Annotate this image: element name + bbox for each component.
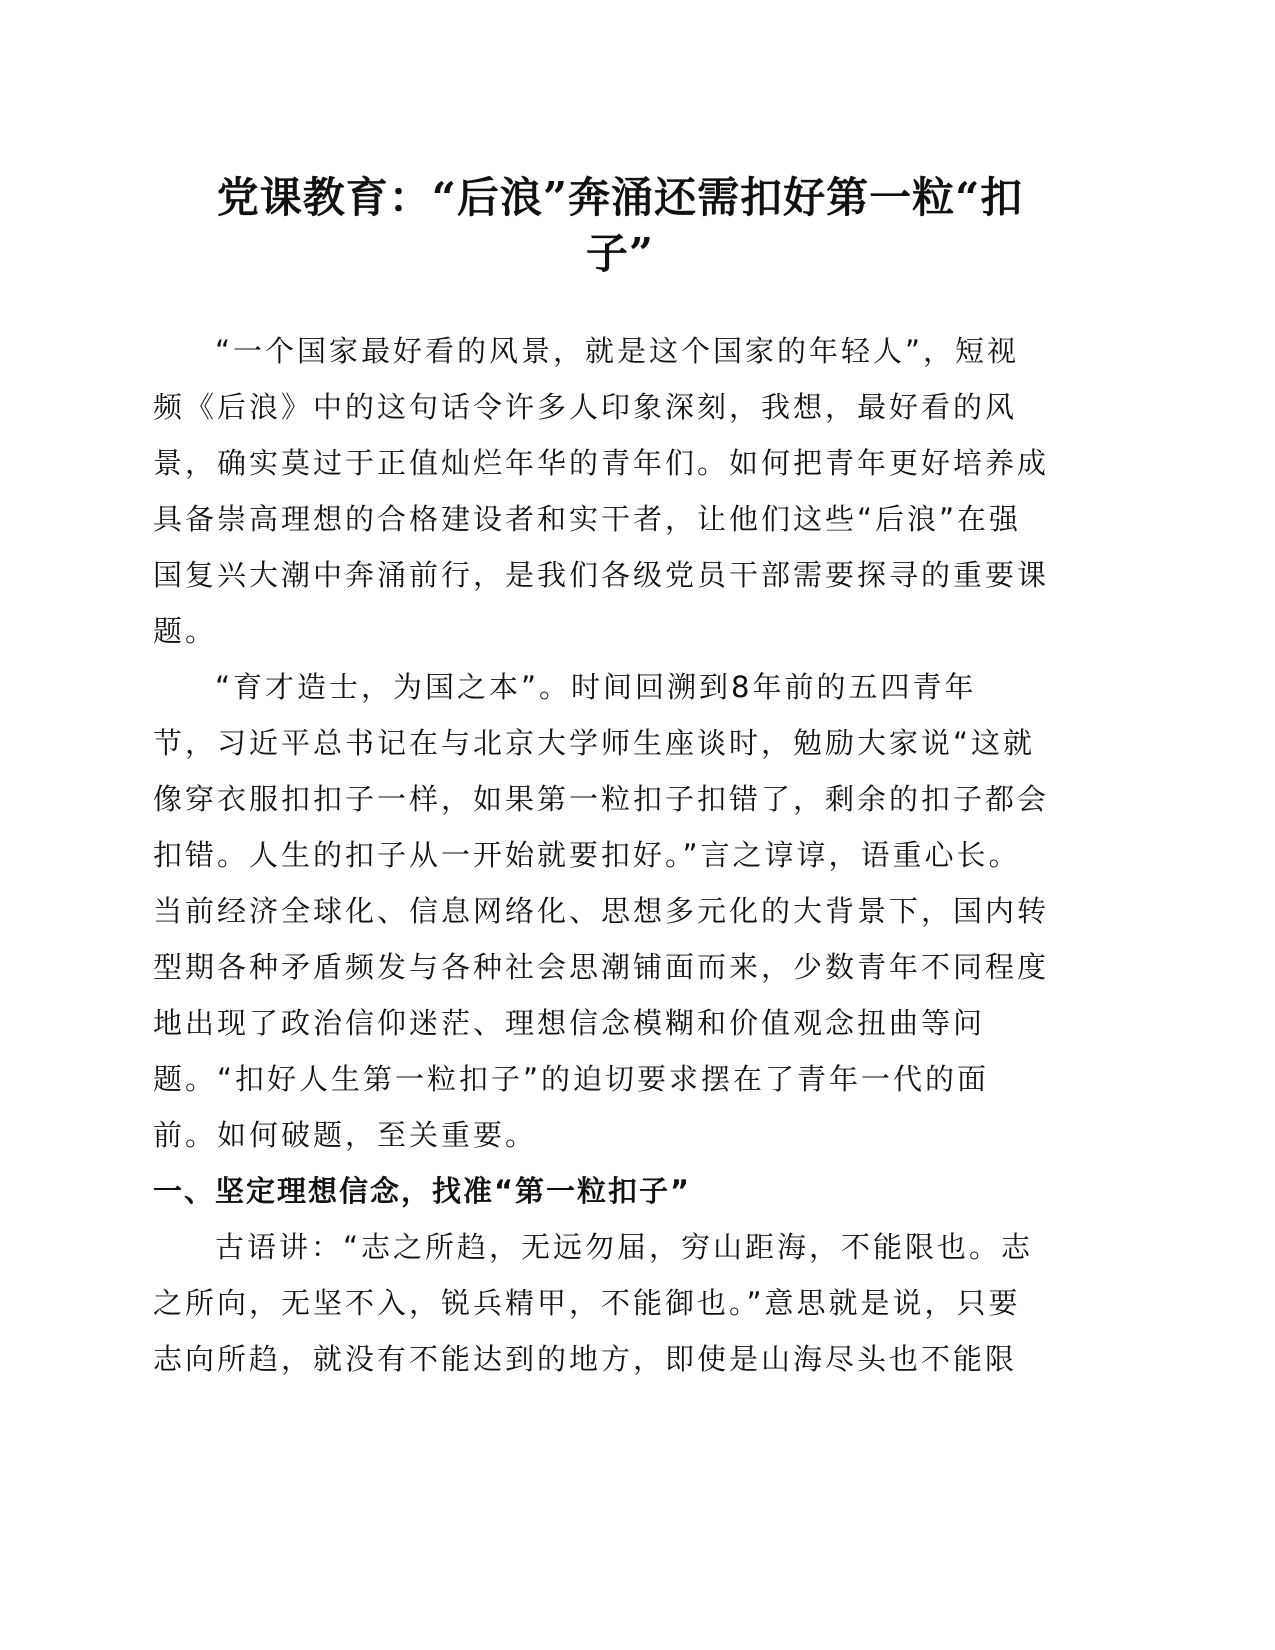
- document-body: [153, 323, 1093, 1387]
- paragraph-line: 国复兴大潮中奔涌前行，是我们各级党员干部需要探寻的重要课: [153, 558, 1050, 592]
- paragraph-line: 前。如何破题，至关重要。: [153, 1118, 538, 1152]
- paragraph-line: 志向所趋，就没有不能达到的地方，即使是山海尽头也不能限: [153, 1342, 1018, 1376]
- paragraph-line: 节，习近平总书记在与北京大学师生座谈时，勉励大家说“这就: [153, 726, 1036, 760]
- document-title: [150, 172, 1090, 284]
- paragraph-line: 频《后浪》中的这句话令许多人印象深刻，我想，最好看的风: [153, 390, 1018, 424]
- paragraph-line: 像穿衣服扣扣子一样，如果第一粒扣子扣错了，剩余的扣子都会: [153, 782, 1050, 816]
- paragraph-line: 扣错。人生的扣子从一开始就要扣好。”言之谆谆，语重心长。: [153, 838, 1021, 872]
- title-line: 子”: [585, 229, 655, 278]
- paragraph-line: “一个国家最好看的风景，就是这个国家的年轻人”，短视: [215, 334, 1020, 368]
- paragraph-line: 景，确实莫过于正值灿烂年华的青年们。如何把青年更好培养成: [153, 446, 1050, 480]
- title-line: 党课教育：“后浪”奔涌还需扣好第一粒“扣: [216, 173, 1024, 222]
- paragraph-line: 型期各种矛盾频发与各种社会思潮铺面而来，少数青年不同程度: [153, 950, 1050, 984]
- paragraph-section-1: [153, 1219, 1093, 1387]
- section-heading: 一、坚定理想信念，找准“第一粒扣子”: [153, 1174, 692, 1208]
- paragraph-line: 古语讲：“志之所趋，无远勿届，穷山距海，不能限也。志: [215, 1230, 1034, 1264]
- paragraph-line: 题。: [153, 614, 218, 648]
- paragraph-line: “育才造士，为国之本”。时间回溯到8年前的五四青年: [215, 670, 977, 704]
- paragraph-line: 当前经济全球化、信息网络化、思想多元化的大背景下，国内转: [153, 894, 1050, 928]
- paragraph-line: 之所向，无坚不入，锐兵精甲，不能御也。”意思就是说，只要: [153, 1286, 1021, 1320]
- paragraph-line: 具备崇高理想的合格建设者和实干者，让他们这些“后浪”在强: [153, 502, 1022, 536]
- paragraph-intro: [153, 323, 1093, 659]
- paragraph-line: 题。“扣好人生第一粒扣子”的迫切要求摆在了青年一代的面: [153, 1062, 990, 1096]
- paragraph-background: [153, 659, 1093, 1163]
- paragraph-line: 地出现了政治信仰迷茫、理想信念模糊和价值观念扭曲等问: [153, 1006, 986, 1040]
